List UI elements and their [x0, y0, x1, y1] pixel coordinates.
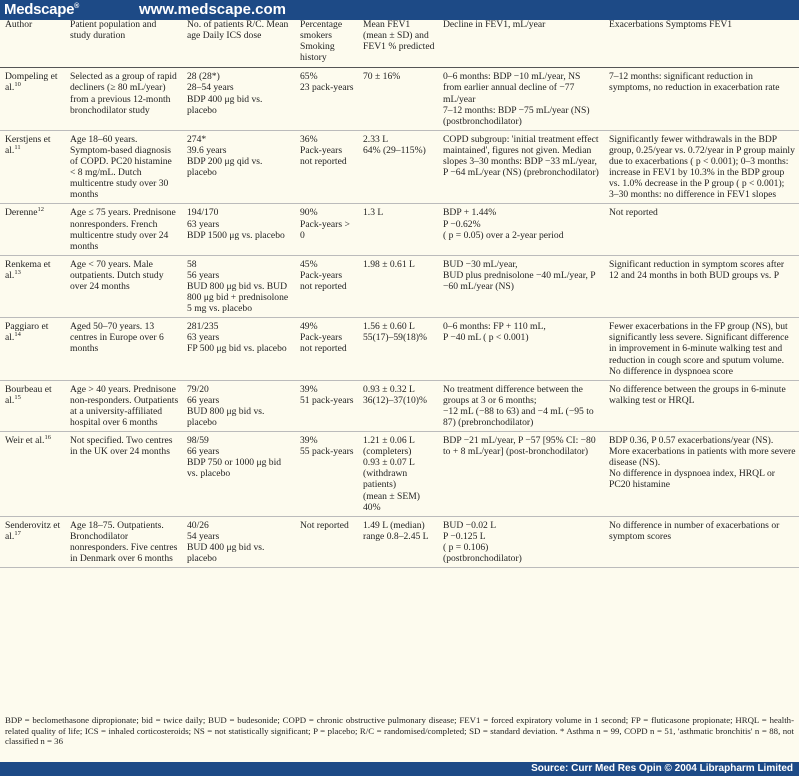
cell-fev1 [358, 68, 438, 130]
col-header-decline: Decline in FEV1, mL/year [438, 18, 604, 68]
cell-smokers [295, 432, 358, 517]
cell-fev1 [358, 516, 438, 567]
cell-decline [438, 318, 604, 380]
patients-text: 98/59 66 years BDP 750 or 1000 μg bid vs. placebo [187, 435, 282, 480]
reference-number: 11 [14, 143, 21, 151]
col-header-smokers: Percentage smokers Smoking history [295, 18, 358, 68]
cell-author [0, 204, 65, 255]
population-text: Age ≤ 75 years. Prednisone nonresponders. French multicentre study over 24 months [70, 207, 176, 252]
cell-outcomes [604, 432, 799, 517]
outcomes-text: Fewer exacerbations in the FP group (NS), but significantly less severe. Significant difference in improvement in 6-minute walking test and reduction in cough score and sputum volume. No difference in dyspnoea score [609, 321, 789, 377]
population-text: Age 18–75. Outpatients. Bronchodilator nonresponders. Five centres in Denmark over 6 months [70, 519, 178, 565]
cell-outcomes [604, 68, 799, 130]
table-row [0, 255, 799, 317]
reference-number: 15 [14, 393, 21, 401]
table-row [0, 516, 799, 567]
cell-decline [438, 255, 604, 317]
reference-number: 13 [14, 268, 21, 276]
reference-number: 16 [44, 433, 51, 441]
cell-population [65, 380, 182, 431]
outcomes-text: BDP 0.36, P 0.57 exacerbations/year (NS). More exacerbations in patients with more severe disease (NS). No difference in dyspnoea index, HRQL or PC20 histamine [609, 435, 796, 491]
decline-text: BUD −0.02 L P −0.125 L ( p = 0.106) (postbronchodilator) [443, 519, 522, 565]
population-text: Age < 70 years. Male outpatients. Dutch study over 24 months [70, 258, 164, 292]
cell-decline [438, 68, 604, 130]
cell-author [0, 255, 65, 317]
cell-patients [182, 130, 295, 204]
cell-outcomes [604, 204, 799, 255]
cell-fev1 [358, 432, 438, 517]
cell-population [65, 130, 182, 204]
reference-number: 17 [14, 529, 21, 537]
patients-text: 281/235 63 years FP 500 μg bid vs. placebo [187, 321, 287, 355]
population-text: Aged 50–70 years. 13 centres in Europe over 6 months [70, 321, 164, 355]
patients-text: 28 (28*) 28–54 years BDP 400 μg bid vs. placebo [187, 71, 263, 116]
patients-text: 40/26 54 years BUD 400 μg bid vs. placebo [187, 519, 265, 565]
author-name: Kerstjens et al. [5, 133, 51, 156]
fev1-text: 1.21 ± 0.06 L (completers) 0.93 ± 0.07 L (withdrawn patients) (mean ± SEM) 40% [363, 435, 420, 513]
smokers-text: 49% Pack-years not reported [300, 321, 347, 355]
cell-author [0, 380, 65, 431]
fev1-text: 1.49 L (median) range 0.8–2.45 L [363, 519, 429, 542]
author-name: Bourbeau et al. [5, 383, 52, 406]
patients-text: 274* 39.6 years BDP 200 μg qid vs. placebo [187, 133, 263, 179]
cell-population [65, 318, 182, 380]
cell-population [65, 432, 182, 517]
table-row [0, 380, 799, 431]
author-name: Dompeling et al. [5, 71, 58, 94]
cell-decline [438, 380, 604, 431]
cell-fev1 [358, 318, 438, 380]
outcomes-text: Significant reduction in symptom scores after 12 and 24 months in both BUD groups vs. P [609, 258, 785, 281]
population-text: Age 18–60 years. Symptom-based diagnosis of COPD. PC20 histamine < 8 mg/mL. Dutch multicentre study over 30 months [70, 133, 172, 201]
cell-outcomes [604, 255, 799, 317]
patients-text: 58 56 years BUD 800 μg bid vs. BUD 800 μg bid + prednisolone 5 mg vs. placebo [187, 258, 289, 315]
cell-smokers [295, 516, 358, 567]
cell-fev1 [358, 380, 438, 431]
cell-population [65, 255, 182, 317]
decline-text: 0–6 months: BDP −10 mL/year, NS from earlier annual decline of −77 mL/year 7–12 months: BDP −75 mL/year (NS) (postbronchodilator) [443, 71, 590, 127]
table-row [0, 318, 799, 380]
patients-text: 79/20 66 years BUD 800 μg bid vs. placebo [187, 383, 265, 428]
population-text: Selected as a group of rapid decliners (≥ 80 mL/year) from a previous 12-month bronchodilator study [70, 71, 177, 116]
decline-text: BUD −30 mL/year, BUD plus prednisolone −40 mL/year, P −60 mL/year (NS) [443, 258, 596, 292]
cell-smokers [295, 380, 358, 431]
fev1-text: 70 ± 16% [363, 71, 401, 83]
cell-author [0, 130, 65, 204]
cell-author [0, 516, 65, 567]
outcomes-text: No difference in number of exacerbations or symptom scores [609, 519, 780, 542]
author-name: Derenne [5, 207, 38, 219]
smokers-text: Not reported [300, 519, 349, 531]
source-bar [0, 762, 799, 776]
reference-number: 12 [37, 206, 44, 214]
fev1-text: 1.3 L [363, 207, 384, 219]
table-header-row [0, 18, 799, 68]
population-text: Age > 40 years. Prednisone non-responders. Outpatients at a university-affiliated hospital over 6 months [70, 383, 179, 428]
decline-text: No treatment difference between the groups at 3 or 6 months; −12 mL (−88 to 63) and −4 mL (−95 to 87) (prebronchodilator) [443, 383, 594, 428]
smokers-text: 39% 51 pack-years [300, 383, 354, 406]
smokers-text: 90% Pack-years > 0 [300, 207, 350, 241]
cell-decline [438, 516, 604, 567]
cell-population [65, 204, 182, 255]
outcomes-text: 7–12 months: significant reduction in symptoms, no reduction in exacerbation rate [609, 71, 780, 94]
author-name: Senderovitz et al. [5, 519, 61, 542]
cell-smokers [295, 318, 358, 380]
cell-decline [438, 432, 604, 517]
cell-patients [182, 68, 295, 130]
table-row [0, 130, 799, 204]
abbreviations-footnote: BDP = beclomethasone dipropionate; bid = twice daily; BUD = budesonide; COPD = chronic obstructive pulmonary disease; FEV1 = forced expiratory volume in 1 second; FP = fluticasone propionate; HRQL = health-related quality of life; ICS = inhaled corticosteroids; NS = not statistically significant; P = placebo; R/C = randomised/completed; SD = standard deviation. * Asthma n = 99, COPD n = 51, 'asthmatic bronchitis' n = 88, not classified n = 36 [5, 715, 794, 747]
smokers-text: 39% 55 pack-years [300, 435, 354, 458]
smokers-text: 36% Pack-years not reported [300, 133, 347, 168]
cell-patients [182, 380, 295, 431]
decline-text: BDP −21 mL/year, P −57 [95% CI: −80 to + 8 mL/year] (post-bronchodilator) [443, 435, 596, 458]
cell-patients [182, 255, 295, 317]
col-header-author: Author [0, 18, 65, 68]
cell-outcomes [604, 380, 799, 431]
col-header-patients: No. of patients R/C. Mean age Daily ICS dose [182, 18, 295, 68]
population-text: Not specified. Two centres in the UK over 24 months [70, 435, 173, 458]
cell-smokers [295, 130, 358, 204]
cell-fev1 [358, 255, 438, 317]
reference-number: 10 [14, 81, 21, 89]
medscape-logo[interactable]: Medscape® [4, 1, 79, 18]
table-row [0, 204, 799, 255]
cell-fev1 [358, 130, 438, 204]
cell-author [0, 68, 65, 130]
author-name: Paggiaro et al. [5, 321, 49, 344]
cell-decline [438, 130, 604, 204]
author-name: Weir et al. [5, 435, 45, 447]
medscape-header-bar [0, 0, 799, 20]
fev1-text: 1.98 ± 0.61 L [363, 258, 415, 270]
author-name: Renkema et al. [5, 258, 51, 281]
outcomes-text: Significantly fewer withdrawals in the BDP group, 0.25/year vs. 0.72/year in P group mainly due to exacerbations ( p < 0.001); 0–3 months: increase in FEV1 by 10.3% in the BDP group vs. 1.0% decrease in the P group ( p < 0.001); 3–30 months: no difference in FEV1 slopes [609, 133, 795, 201]
outcomes-text: Not reported [609, 207, 658, 219]
outcomes-text: No difference between the groups in 6-minute walking test or HRQL [609, 383, 786, 406]
site-url[interactable]: www.medscape.com [139, 1, 286, 18]
cell-outcomes [604, 130, 799, 204]
cell-patients [182, 204, 295, 255]
col-header-population: Patient population and study duration [65, 18, 182, 68]
fev1-text: 0.93 ± 0.32 L 36(12)–37(10)% [363, 383, 427, 406]
cell-author [0, 432, 65, 517]
decline-text: BDP + 1.44% P −0.62% ( p = 0.05) over a 2-year period [443, 207, 564, 241]
cell-fev1 [358, 204, 438, 255]
col-header-fev1: Mean FEV1 (mean ± SD) and FEV1 % predicted [358, 18, 438, 68]
study-table [0, 18, 799, 568]
smokers-text: 65% 23 pack-years [300, 71, 354, 94]
decline-text: COPD subgroup: 'initial treatment effect maintained', figures not given. Median slopes 3–30 months: BDP −33 mL/year, P −64 mL/year (NS) (prebronchodilator) [443, 133, 599, 179]
cell-outcomes [604, 516, 799, 567]
cell-population [65, 516, 182, 567]
col-header-outcomes: Exacerbations Symptoms FEV1 [604, 18, 799, 68]
fev1-text: 2.33 L 64% (29–115%) [363, 133, 426, 156]
cell-smokers [295, 204, 358, 255]
cell-smokers [295, 255, 358, 317]
decline-text: 0–6 months: FP + 110 mL, P −40 mL ( p < 0.001) [443, 321, 546, 344]
table-row [0, 68, 799, 130]
cell-patients [182, 318, 295, 380]
fev1-text: 1.56 ± 0.60 L 55(17)–59(18)% [363, 321, 427, 344]
source-credit: Source: Curr Med Res Opin © 2004 Librapharm Limited [531, 763, 793, 774]
cell-outcomes [604, 318, 799, 380]
patients-text: 194/170 63 years BDP 1500 μg vs. placebo [187, 207, 285, 241]
cell-decline [438, 204, 604, 255]
cell-author [0, 318, 65, 380]
table-row [0, 432, 799, 517]
cell-smokers [295, 68, 358, 130]
cell-patients [182, 516, 295, 567]
cell-population [65, 68, 182, 130]
cell-patients [182, 432, 295, 517]
reference-number: 14 [14, 331, 21, 339]
smokers-text: 45% Pack-years not reported [300, 258, 347, 292]
